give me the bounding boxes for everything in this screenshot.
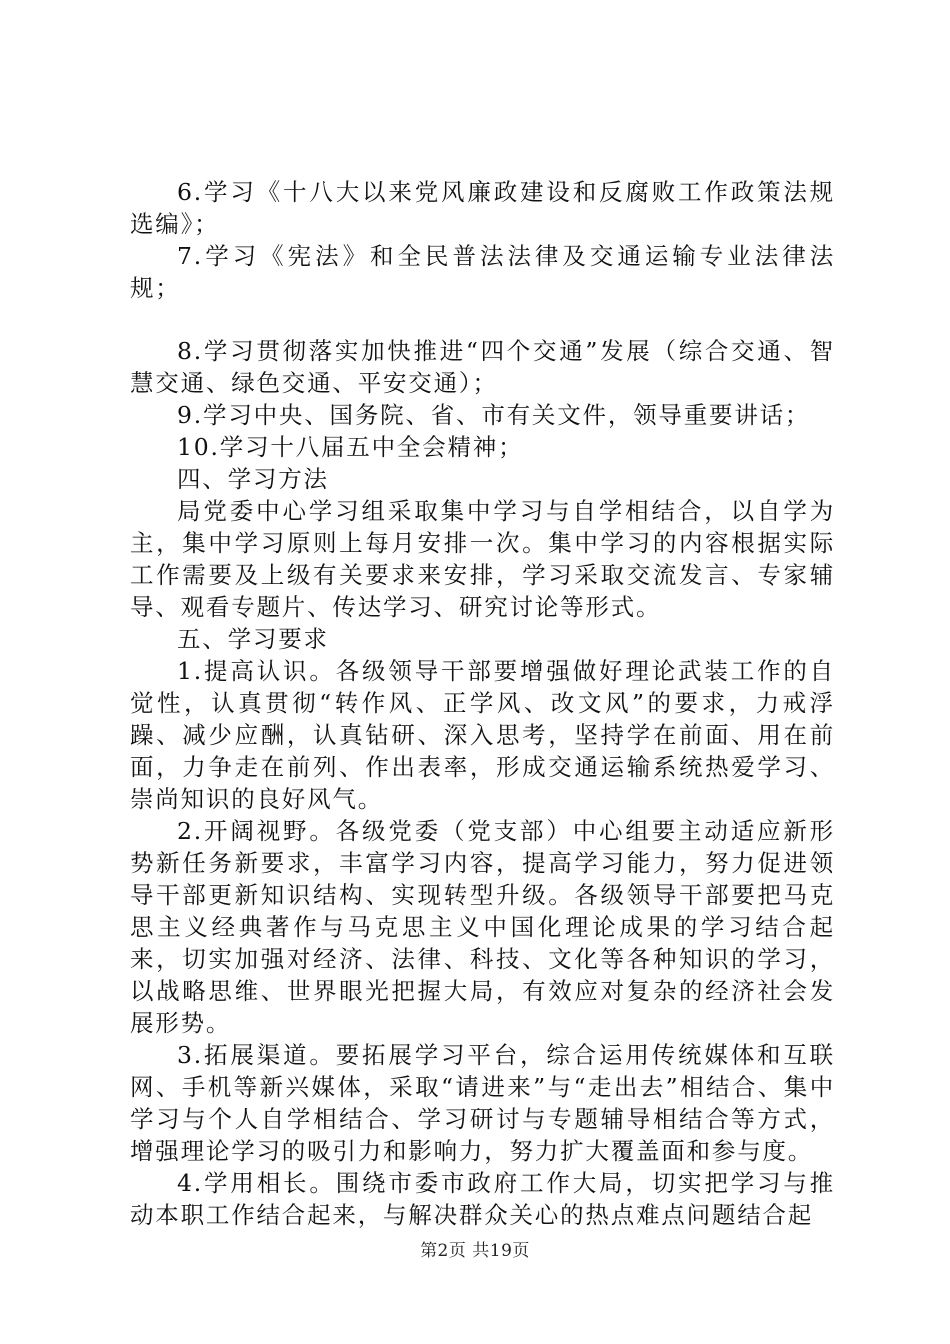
requirement-item-1: 1.提高认识。各级领导干部要增强做好理论武装工作的自觉性，认真贯彻“转作风、正学风、改文风”的要求，力戒浮躁、减少应酬，认真钻研、深入思考，坚持学在前面、用在前面，力争走在前列、作出表率，形成交通运输系统热爱学习、崇尚知识的良好风气。 xyxy=(130,657,835,813)
requirement-item-2: 2.开阔视野。各级党委（党支部）中心组要主动适应新形势新任务新要求，丰富学习内容，提高学习能力，努力促进领导干部更新知识结构、实现转型升级。各级领导干部要把马克思主义经典著作与马克思主义中国化理论成果的学习结合起来，切实加强对经济、法律、科技、文化等各种知识的学习，以战略思维、世界眼光把握大局，有效应对复杂的经济社会发展形势。 xyxy=(130,817,835,1037)
document-body xyxy=(130,176,835,1231)
page-number-footer: 第2页 共19页 xyxy=(420,1241,530,1261)
list-item-9: 9.学习中央、国务院、省、市有关文件，领导重要讲话； xyxy=(177,401,811,429)
list-item-10: 10.学习十八届五中全会精神； xyxy=(177,433,524,461)
methods-paragraph: 局党委中心学习组采取集中学习与自学相结合，以自学为主，集中学习原则上每月安排一次。集中学习的内容根据实际工作需要及上级有关要求来安排，学习采取交流发言、专家辅导、观看专题片、传达学习、研究讨论等形式。 xyxy=(130,497,835,621)
list-item-6: 6.学习《十八大以来党风廉政建设和反腐败工作政策法规选编》； xyxy=(130,178,835,238)
requirement-item-4: 4.学用相长。围绕市委市政府工作大局，切实把学习与推动本职工作结合起来，与解决群众关心的热点难点问题结合起 xyxy=(130,1169,835,1229)
list-item-8: 8.学习贯彻落实加快推进“四个交通”发展（综合交通、智慧交通、绿色交通、平安交通）； xyxy=(130,337,835,397)
section-heading-methods: 四、学习方法 xyxy=(177,465,329,493)
list-item-7: 7.学习《宪法》和全民普法法律及交通运输专业法律法规； xyxy=(130,242,835,302)
section-heading-requirements: 五、学习要求 xyxy=(177,625,329,653)
requirement-item-3: 3.拓展渠道。要拓展学习平台，综合运用传统媒体和互联网、手机等新兴媒体，采取“请进来”与“走出去”相结合、集中学习与个人自学相结合、学习研讨与专题辅导相结合等方式，增强理论学习的吸引力和影响力，努力扩大覆盖面和参与度。 xyxy=(130,1041,835,1165)
